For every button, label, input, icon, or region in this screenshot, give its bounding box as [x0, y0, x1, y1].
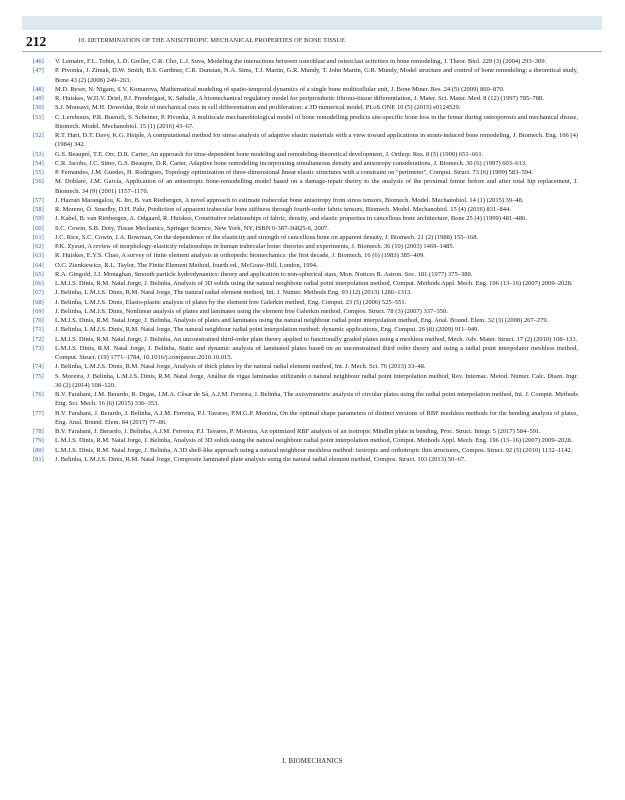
footer-section-label: I. BIOMECHANICS — [282, 758, 343, 765]
page-number: 212 — [26, 34, 47, 49]
reference-number[interactable]: [46] — [33, 58, 44, 65]
reference-text: P. Pivonka, J. Zimak, D.W. Smith, B.S. Gardiner, C.R. Dunstan, N.A. Sims, T.J. Martin, G.R. Mundy, T. John Martin, G.R. Mundy, Model structure and control of bone remodeling: a theoretical study, Bone 43 (2) (2008) 249–263. — [55, 67, 578, 84]
reference-number[interactable]: [54] — [33, 159, 44, 167]
reference-item — [33, 372, 578, 391]
reference-number[interactable]: [63] — [33, 252, 44, 260]
reference-number[interactable]: [56] — [33, 178, 44, 186]
reference-text: S.C. Cowin, S.B. Doty, Tissue Mechanics, Springer Science, New York, NY, ISBN 0-387-36825-6, 2007. — [55, 224, 329, 232]
running-title: 10. DETERMINATION OF THE ANISOTROPIC MECHANICAL PROPERTIES OF BONE TISSUE — [78, 37, 346, 44]
reference-item — [33, 307, 578, 316]
reference-item — [33, 159, 578, 168]
reference-text: J. Belinha, L.M.J.S. Dinis, R.M. Natal Jorge, Analysis of thick plates by the natural radial element method, Int. J. Mech. Sci. 76 (2013) 33–48. — [55, 363, 426, 371]
reference-text: S.J. Mousavi, M.H. Doweidar, Role of mechanical cues in cell differentiation and proliferation: a 3D numerical model, PLoS ONE 10 (5) (2015) e0124529. — [55, 104, 461, 112]
reference-item — [33, 325, 578, 334]
reference-text: M.D. Ryser, N. Nigam, S.V. Komarova, Mathematical modeling of spatio-temporal dynamics of a single bone multicellular unit, J. Bone Miner. Res. 24 (5) (2009) 860–870. — [55, 85, 505, 93]
reference-item — [33, 242, 578, 251]
reference-item — [33, 85, 578, 94]
reference-number[interactable]: [76] — [33, 391, 44, 398]
reference-item — [33, 409, 578, 428]
reference-number[interactable]: [49] — [33, 95, 44, 102]
reference-item — [33, 103, 578, 112]
reference-item — [33, 390, 578, 409]
reference-number[interactable]: [68] — [33, 298, 44, 306]
reference-text: J. Belinha, L.M.J.S. Dinis, R.M. Natal Jorge, The natural neighbour radial point interpolation method: dynamic applications, Eng. Comput. 26 (8) (2009) 911–949. — [55, 326, 479, 334]
reference-number[interactable]: [50] — [33, 104, 44, 112]
reference-number[interactable]: [67] — [33, 289, 44, 297]
reference-item — [33, 335, 578, 344]
reference-item — [33, 168, 578, 177]
reference-text: L.M.J.S. Dinis, R.M. Natal Jorge, J. Belinha, Analysis of plates and laminates using the natural neighbour radial point interpolation method, Eng. Anal. Bound. Elem. 32 (3) (2008) 267–279. — [55, 317, 549, 324]
reference-number[interactable]: [51] — [33, 113, 44, 121]
reference-item — [33, 446, 578, 455]
reference-text: P. Fernandes, J.M. Guedes, H. Rodrigues, Topology optimization of three-dimensional linear elastic structures with a constraint on "perimeter", Comput. Struct. 73 (6) (1999) 583–594. — [55, 169, 534, 176]
reference-text: M. Doblaré, J.M. García, Application of an anisotropic bone-remodelling model based on a damage-repair theory to the analysis of the proximal femur before and after total hip replacement, J. Biomech. 34 (9) (2001) 1157–1170. — [55, 178, 578, 195]
header-divider — [22, 51, 602, 52]
reference-text: C. Lerebours, P.R. Buenzli, S. Scheiner, P. Pivonka, A multiscale mechanobiological model of bone remodelling predicts site-specific bone loss in the femur during osteoporosis and mechanical disuse, Biomech. Model. Mechanobiol. 15 (1) (2016) 43–67. — [55, 113, 578, 130]
reference-text: L.M.J.S. Dinis, R.M. Natal Jorge, J. Belinha, Analysis of 3D solids using the natural neighbour radial point interpolation method, Comput. Methods Appl. Mech. Eng. 196 (13–16) (2007) 2009–2028. — [55, 280, 573, 287]
reference-number[interactable]: [80] — [33, 446, 44, 454]
reference-text: G.S. Beaupré, T.E. Orr, D.R. Carter, An approach for time-dependent bone modeling and remodeling-theoretical development, J. Orthop. Res. 8 (5) (1990) 651–661. — [55, 150, 484, 158]
reference-text: J. Belinha, L.M.J.S. Dinis, R.M. Natal Jorge, The natural radial element method, Int. J. Numer. Methods Eng. 93 (12) (2013) 1286–1313. — [55, 289, 412, 297]
reference-number[interactable]: [61] — [33, 233, 44, 241]
reference-number[interactable]: [57] — [33, 196, 44, 204]
reference-number[interactable]: [70] — [33, 317, 44, 324]
reference-text: B.V. Farahani, J.M. Berardo, R. Drgas, J.M.A. César de Sá, A.J.M. Ferreira, J. Belinha, The axisymmetric analysis of circular plates using the radial point interpolation method, Int. J. Comput. Methods Eng. Sci. Mech. 16 (6) (2015) 336–353. — [55, 391, 578, 408]
reference-item — [33, 427, 578, 436]
reference-item — [33, 177, 578, 196]
reference-number[interactable]: [79] — [33, 437, 44, 445]
reference-text: R.A. Gingold, J.J. Monaghan, Smooth particle hydrodynamics: theory and application to non-spherical stars, Mon. Notices R. Astron. Soc. 181 (1977) 375–389. — [55, 270, 473, 278]
reference-number[interactable]: [65] — [33, 270, 44, 278]
reference-item — [33, 344, 578, 363]
reference-item — [33, 150, 578, 159]
reference-list — [33, 57, 578, 464]
reference-text: L.M.J.S. Dinis, R.M. Natal Jorge, J. Belinha, A 3D shell-like approach using a natural neighbour meshless method: isotropic and orthotropic thin structures, Compos. Struct. 92 (5) (2010) 1132–1142. — [55, 446, 573, 454]
reference-item — [33, 57, 578, 66]
reference-number[interactable]: [58] — [33, 206, 44, 213]
reference-text: J. Hazrati Marangalou, K. Ito, B. van Rietbergen, A novel approach to estimate trabecular bone anisotropy from stress tensors, Biomech. Model. Mechanobiol. 14 (1) (2015) 39–48. — [55, 196, 524, 204]
reference-number[interactable]: [52] — [33, 132, 44, 139]
reference-text: J.C. Rice, S.C. Cowin, J.A. Bowman, On the dependence of the elasticity and strength of cancellous bone on apparent density, J. Biomech. 21 (2) (1988) 155–168. — [55, 233, 479, 241]
reference-text: P.K. Zysset, A review of morphology-elasticity relationships in human trabecular bone: theories and experiments, J. Biomech. 36 (10) (2003) 1469–1485. — [55, 243, 455, 250]
reference-item — [33, 251, 578, 260]
reference-number[interactable]: [78] — [33, 428, 44, 435]
reference-number[interactable]: [72] — [33, 335, 44, 343]
reference-number[interactable]: [55] — [33, 169, 44, 176]
reference-text: C.R. Jacobs, J.C. Simo, G.S. Beaupre, D.R. Carter, Adaptive bone remodeling incorporating simultaneous density and anisotropy considerations, J. Biomech. 30 (6) (1997) 603–613. — [55, 159, 527, 167]
reference-item — [33, 298, 578, 307]
reference-item — [33, 270, 578, 279]
reference-item — [33, 113, 578, 132]
reference-text: J. Belinha, L.M.J.S. Dinis, Elasto-plastic analysis of plates by the element free Galerkin method, Eng. Comput. 23 (5) (2006) 525–551. — [55, 298, 407, 306]
reference-item — [33, 196, 578, 205]
reference-number[interactable]: [77] — [33, 409, 44, 417]
reference-number[interactable]: [62] — [33, 243, 44, 250]
reference-item — [33, 131, 578, 150]
reference-number[interactable]: [66] — [33, 280, 44, 287]
reference-number[interactable]: [71] — [33, 326, 44, 334]
reference-number[interactable]: [73] — [33, 344, 44, 352]
reference-text: R.T. Hart, D.T. Davy, K.G. Heiple, A computational method for stress analysis of adaptive elastic materials with a view toward applications in strain-induced bone remodeling, J. Biomech. Eng. 106 (4) (1984) 342. — [55, 132, 578, 149]
reference-item — [33, 205, 578, 214]
reference-number[interactable]: [81] — [33, 455, 44, 463]
reference-text: B.V. Farahani, J. Berardo, J. Belinha, A.J.M. Ferreira, P.J. Tavares, P. Moreira, An optimized RBF analysis of an isotropic Mindlin plate in bending, Proc. Struct. Integr. 5 (2017) 584–591. — [55, 428, 541, 435]
reference-number[interactable]: [59] — [33, 215, 44, 223]
reference-item — [33, 436, 578, 445]
reference-item — [33, 94, 578, 103]
reference-text: J. Belinha, L.M.J.S. Dinis, Nonlinear analysis of plates and laminates using the element free Galerkin method, Compos. Struct. 78 (3) (2007) 337–350. — [55, 307, 448, 315]
reference-text: O.C. Zienkiewicz, R.L. Taylor, The Finite Element Method, fourth ed., McGraw-Hill, London, 1994. — [55, 261, 318, 269]
reference-text: R. Moreno, Ö. Smedby, D.H. Pahr, Prediction of apparent trabecular bone stiffness through fourth-order fabric tensors, Biomech. Model. Mechanobiol. 15 (4) (2016) 831–844. — [55, 206, 511, 213]
reference-text: L.M.J.S. Dinis, R.M. Natal Jorge, J. Belinha, Analysis of 3D solids using the natural neighbour radial point interpolation method, Comput. Methods Appl. Mech. Eng. 196 (13–16) (2007) 2009–2028. — [55, 437, 573, 445]
reference-item — [33, 288, 578, 297]
reference-text: L.M.J.S. Dinis, R.M. Natal Jorge, J. Belinha, An unconstrained third-order plate theory applied to functionally graded plates using a meshless method, Mech. Adv. Mater. Struct. 17 (2) (2010) 108–133. — [55, 335, 578, 343]
reference-item — [33, 362, 578, 371]
reference-item — [33, 66, 578, 85]
reference-number[interactable]: [53] — [33, 150, 44, 158]
reference-number[interactable]: [60] — [33, 224, 44, 232]
reference-text: J. Belinha, L.M.J.S. Dinis, R.M. Natal Jorge, Composite laminated plate analysis using the natural radial element method, Compos. Struct. 103 (2013) 50–67. — [55, 455, 466, 463]
reference-text: V. Lemaire, F.L. Tobin, L.D. Greller, C.R. Cho, L.J. Suva, Modeling the interactions between osteoblast and osteoclast activities in bone remodeling, J. Theor. Biol. 229 (3) (2004) 293–309. — [55, 58, 547, 65]
reference-text: R. Huiskes, E.Y.S. Chao, A survey of finite element analysis in orthopedic biomechanics: the first decade, J. Biomech. 16 (6) (1983) 385–409. — [55, 252, 425, 260]
header-color-band — [22, 16, 602, 30]
reference-text: S. Moreira, J. Belinha, L.M.J.S. Dinis, R.M. Natal Jorge, Análise de vigas laminadas utilizando o natural neighbour radial point interpolation method, Rev. Internac. Metod. Numer. Calc. Disen. Ingr. 30 (2) (2014) 108–120. — [55, 372, 578, 389]
reference-number[interactable]: [69] — [33, 307, 44, 315]
reference-text: J. Kabel, B. van Rietbergen, A. Odgaard, R. Huiskes, Constitutive relationships of fabric, density, and elastic properties in cancellous bone architecture, Bone 25 (4) (1999) 481–486. — [55, 215, 527, 223]
reference-item — [33, 316, 578, 325]
reference-text: R. Huiskes, W.D.V. Driel, P.J. Prendergast, K. Søballe, A biomechanical regulatory model for periprosthetic fibrous-tissue differentiation, J. Mater. Sci. Mater. Med. 8 (12) (1997) 785–788. — [55, 95, 544, 102]
reference-text: B.V. Farahani, J. Berardo, J. Belinha, A.J.M. Ferreira, P.J. Tavares, P.M.G.P. Moreira, On the optimal shape parameters of distinct versions of RBF meshless methods for the bending analysis of plates, Eng. Anal. Bound. Elem. 84 (2017) 77–86. — [55, 409, 578, 426]
reference-item — [33, 455, 578, 464]
page-header — [22, 34, 602, 50]
reference-number[interactable]: [64] — [33, 261, 44, 269]
reference-number[interactable]: [48] — [33, 85, 44, 93]
reference-item — [33, 261, 578, 270]
reference-item — [33, 233, 578, 242]
reference-item — [33, 224, 578, 233]
reference-text: L.M.J.S. Dinis, R.M. Natal Jorge, J. Belinha, Static and dynamic analysis of laminated plates based on an unconstrained third order theory and using a radial point interpolator meshless method, Comput. Struct. (19) 1771–1784, 10.1016/j.compstruc.2010.10.015. — [55, 344, 578, 361]
reference-item — [33, 279, 578, 288]
reference-number[interactable]: [47] — [33, 67, 44, 75]
reference-item — [33, 214, 578, 223]
reference-number[interactable]: [74] — [33, 363, 44, 371]
reference-number[interactable]: [75] — [33, 372, 44, 380]
